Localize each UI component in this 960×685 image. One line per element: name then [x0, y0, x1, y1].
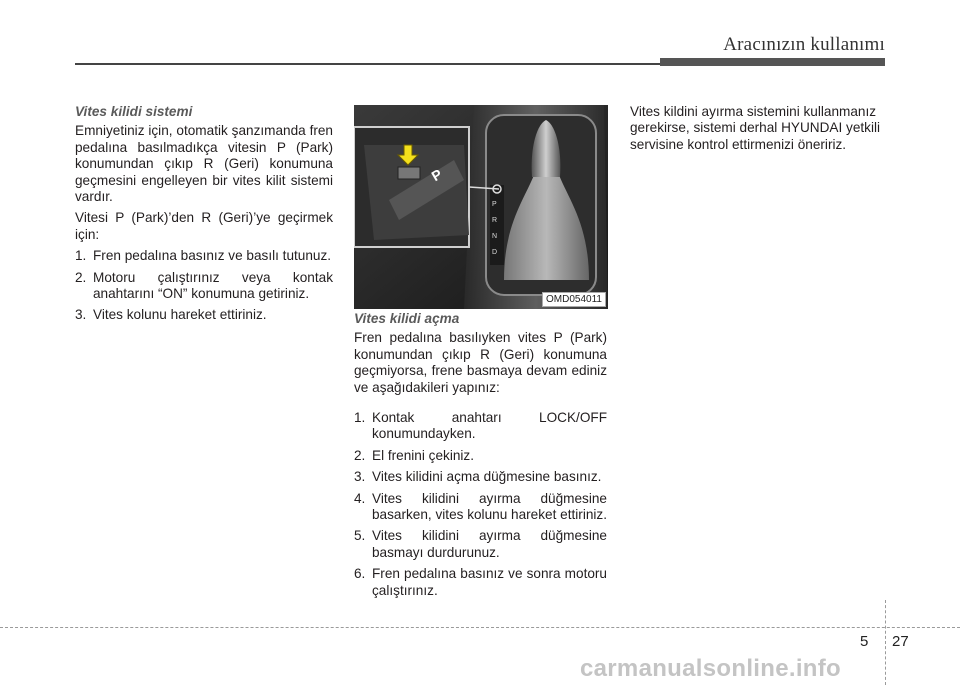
list-item	[75, 270, 333, 303]
footer-divider	[0, 627, 960, 628]
paragraph-intro: Emniyetiniz için, otomatik şanzımanda fren pedalına basılmadıkça vitesin P (Park) konumundan çıkıp R (Geri) konumuna geçmesini engelleyen bir vites kilit sistemi vardır.	[75, 123, 333, 205]
list-item	[354, 469, 607, 485]
list-item	[75, 248, 333, 264]
inset-park-letter: P	[428, 165, 445, 185]
step-number: 6.	[354, 566, 366, 582]
steps-list-release	[354, 410, 607, 599]
column-middle	[354, 311, 607, 604]
column-right	[630, 104, 886, 158]
shift-lever-illustration	[354, 105, 608, 309]
step-text: Vites kilidini açma düğmesine basınız.	[372, 469, 602, 485]
step-number: 4.	[354, 490, 366, 506]
paragraph-release-intro: Fren pedalına basılıyken vites P (Park) konumundan çıkıp R (Geri) konumuna geçmiyorsa, frene basmaya devam ediniz ve aşağıdakileri yapınız:	[354, 330, 607, 395]
running-header-title: Aracınızın kullanımı	[723, 34, 885, 55]
list-item	[354, 491, 607, 524]
step-text: Vites kilidini ayırma düğmesine basmayı durdurunuz.	[372, 528, 607, 560]
step-text: El frenini çekiniz.	[372, 447, 474, 463]
step-text: Fren pedalına basınız ve sonra motoru çalıştırınız.	[372, 566, 607, 598]
step-text: Kontak anahtarı LOCK/OFF konumundayken.	[372, 410, 607, 442]
paragraph-service-recommendation: Vites kildini ayırma sistemini kullanmanız gerekirse, sistemi derhal HYUNDAI yetkili servisine kontrol ettirmenizi öneririz.	[630, 104, 881, 152]
chapter-number: 5	[860, 633, 869, 650]
step-number: 2.	[354, 447, 366, 463]
header-rule-accent	[660, 58, 885, 66]
section-heading-shift-lock-release: Vites kilidi açma	[354, 311, 460, 326]
step-number: 3.	[75, 307, 87, 323]
list-item	[354, 566, 607, 599]
gear-indicator-n: N	[492, 233, 498, 240]
step-text: Vites kolunu hareket ettiriniz.	[93, 307, 267, 323]
gear-indicator-p: P	[492, 201, 497, 208]
paragraph-instruction: Vitesi P (Park)’den R (Geri)’ye geçirmek için:	[75, 210, 333, 242]
gear-indicator-r: R	[492, 217, 498, 224]
list-item	[354, 528, 607, 561]
section-heading-shift-lock: Vites kilidi sistemi	[75, 104, 193, 119]
step-number: 1.	[354, 410, 366, 426]
watermark-text: carmanualsonline.info	[580, 655, 842, 682]
list-item	[354, 410, 607, 443]
gear-indicator-d: D	[492, 249, 498, 256]
shift-lever-photo	[354, 105, 608, 309]
list-item	[75, 307, 333, 323]
column-left	[75, 104, 333, 329]
step-number: 2.	[75, 269, 87, 285]
figure-code-label: OMD054011	[542, 292, 606, 307]
steps-list-shift	[75, 248, 333, 324]
step-text: Motoru çalıştırınız veya kontak anahtarını “ON” konumuna getiriniz.	[93, 269, 333, 302]
page-number-divider	[885, 600, 886, 685]
step-number: 5.	[354, 528, 366, 544]
page-number: 27	[892, 633, 909, 650]
step-text: Fren pedalına basınız ve basılı tutunuz.	[93, 248, 332, 264]
header-rule	[75, 63, 665, 65]
step-number: 1.	[75, 248, 87, 264]
step-text: Vites kilidini ayırma düğmesine basarken, vites kolunu hareket ettiriniz.	[372, 490, 607, 523]
list-item	[354, 448, 607, 464]
step-number: 3.	[354, 469, 366, 485]
